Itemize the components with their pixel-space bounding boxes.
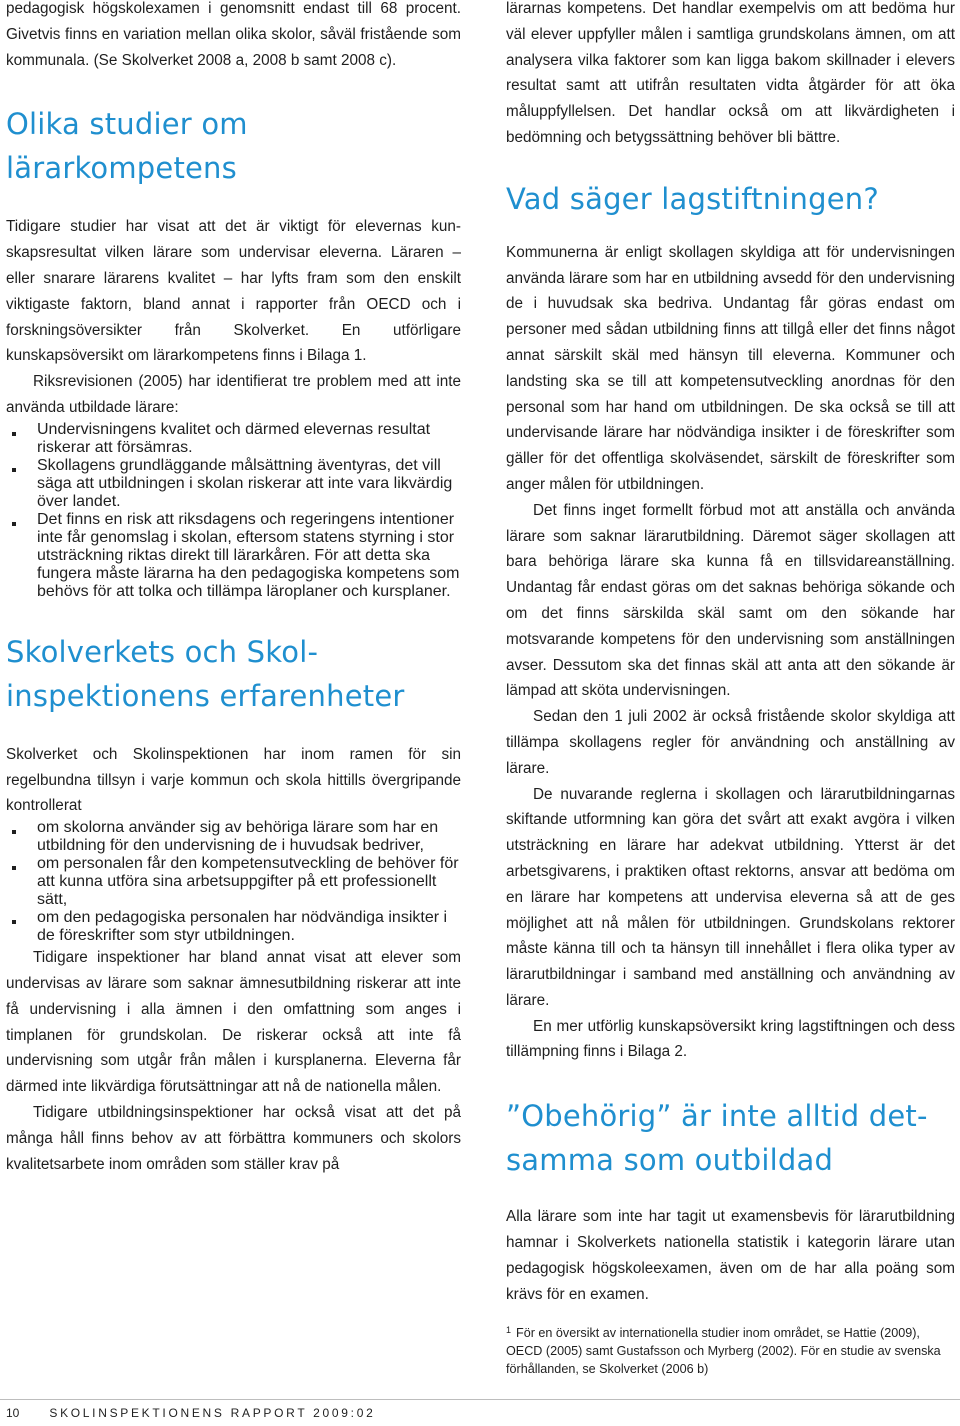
- paragraph-studier: Tidigare studier har visat att det är viktigt för elevernas kunskapsresultat vilken lärare som undervisar eleverna. Läraren – eller snarare lärarens kvalitet – har lyfts fram som den enskilt viktigaste faktorn, bland annat i rapporter från OECD och i forskningsöversikter från Skolverket. En utförligare kunskapsöversikt om lärarkompetens finns i Bilaga 1.: [6, 218, 461, 365]
- problem-list: [6, 421, 461, 601]
- paragraph-skollagen: Kommunerna är enligt skollagen skyldiga att för undervisningen använda lärare som har en utbildning avsedd för den undervisning de i huvudsak ska bedriva. Undantag får göras endast om personer med sådan utbildning finns att tillgå eller det finns något annat särskilt skäl med hänsyn till eleverna. Kommuner och landsting ska se till att kompetensutveckling anordnas för den personal som har hand om utbildningen. De ska också se till att undervisande lärare har nödvändiga insikter i de föreskrifter som gäller för det offentliga skolväsendet, särskilt de föreskrifter som anger målen för utbildningen.: [506, 243, 956, 493]
- paragraph-kompetens: lärarnas kompetens. Det handlar exempelvis om att bedöma hur väl elever uppfyller målen i samtliga grundskolans ämnen, om att analysera vilka faktorer som kan ligga bakom skillnader i elevers resultat samt att utifrån resultaten vidta åtgärder för att öka måluppfyllelsen. Det handlar också om att likvärdigheten i bedömning och betygssättning behöver bli bättre.: [506, 0, 955, 146]
- left-column: [6, 0, 461, 1177]
- intro-paragraph: pedagogisk högskolexamen i genomsnitt endast till 68 procent. Givetvis finns en variation mellan olika skolor, såväl fristående som kommunala. (Se Skolverket 2008 a, 2008 b samt 2008 c).: [6, 0, 461, 69]
- footnote-mark: 1: [506, 1325, 512, 1336]
- paragraph-utbildningsinspektioner: Tidigare utbildningsinspektioner har också visat att det på många håll finns behov av att förbättra kommuners och skolors kvalitetsarbete inom områden som ställer krav på: [6, 1103, 461, 1173]
- footer-divider: [0, 1399, 960, 1400]
- paragraph-reglerna: De nuvarande reglerna i skollagen och lärarutbildningarnas skiftande utformning kan göra det svårt att exakt avgöra i vilken utsträckning en lärare har adekvat utbildning. Ytterst är det arbetsgivarens, i praktiken oftast rektorns, ansvar att bedöma om en lärare har kompetens att undervisa eleverna så att de ges möjlighet att nå målen för utbildningen. Grundskolans rektorer måste känna till och ta hänsyn till innehållet i flera olika typer av lärarutbildningar i samband med anställning och användning av lärare.: [506, 785, 955, 1009]
- kontroll-list: [6, 819, 461, 945]
- list-item: Det finns en risk att riksdagens och regeringens intentioner inte får genomslag i skolan, eftersom statens styrning i stor utsträckning riktas direkt till lärarkåren. För att detta ska fungera måste lärarna ha den pedagogiska kompetens som behövs för att tolka och tillämpa läroplaner och kursplaner.: [6, 511, 461, 601]
- heading-olika-studier: Olika studier om lärarkompetens: [6, 107, 248, 186]
- paragraph-forbud: Det finns inget formellt förbud mot att anställa och använda lärare som saknar lärarutbildning. Däremot säger skollagen att bara behöriga lärare ska kunna få en tillsvidareanställning. Undantag får endast göras om det saknas behöriga sökande och om det finns särskilda skäl samt om den sökande har motsvarande kompetens för den undervisning som anställningen avser. Dessutom ska det finnas skäl att anta att den sökande är lämpad att sköta undervisningen.: [506, 501, 955, 700]
- paragraph-tillsyn: Skolverket och Skolinspektionen har inom ramen för sin regelbundna tillsyn i varje kommun och skola hittills övergripande kontrollerat: [6, 745, 461, 815]
- footnote: [506, 1325, 955, 1378]
- heading-obehorig: ”Obehörig” är inte alltid detsamma som outbildad: [506, 1099, 928, 1178]
- list-item: om skolorna använder sig av behöriga lärare som har en utbildning för den undervisning de i huvudsak bedriver,: [6, 819, 461, 855]
- list-item: om personalen får den kompetensutveckling de behöver för att kunna utföra sina arbetsuppgifter på ett professionellt sätt,: [6, 855, 461, 909]
- list-item: Skollagens grundläggande målsättning äventyras, det vill säga att utbildningen i skolan riskerar att inte vara likvärdig över landet.: [6, 457, 461, 511]
- page-footer: [6, 1406, 375, 1420]
- paragraph-fristaende: Sedan den 1 juli 2002 är också fristående skolor skyldiga att tillämpa skollagens regler för användning och anställning av lärare.: [506, 708, 955, 777]
- paragraph-riksrevisionen: Riksrevisionen (2005) har identifierat tre problem med att inte använda utbildade lärare:: [6, 373, 461, 416]
- publication-title: SKOLINSPEKTIONENS RAPPORT 2009:02: [49, 1406, 376, 1420]
- page-number: 10: [6, 1406, 20, 1420]
- paragraph-inspektioner: Tidigare inspektioner har bland annat visat att elever som undervisas av lärare som saknar ämnesutbildning riskerar att inte få undervisning i alla ämnen i den omfattning som anges i timplanen för grundskolan. De riskerar också att inte få undervisning som utgår från målen i kursplanerna. Eleverna får därmed inte likvärdiga förutsättningar att nå de nationella målen.: [6, 949, 461, 1096]
- list-item: Undervisningens kvalitet och därmed elevernas resultat riskerar att försämras.: [6, 421, 461, 457]
- right-column: [506, 0, 955, 1378]
- heading-lagstiftningen: Vad säger lagstiftningen?: [506, 181, 879, 216]
- heading-skolverkets-erfarenheter: Skolverkets och Skolinspektionens erfarenheter: [6, 634, 405, 713]
- footnote-text: För en översikt av internationella studier inom området, se Hattie (2009), OECD (2005) samt Gustafsson och Myrberg (2002). För en studie av svenska förhållanden, se Skolverket (2006 b): [506, 1326, 941, 1376]
- paragraph-bilaga2: En mer utförlig kunskapsöversikt kring lagstiftningen och dess tillämpning finns i Bilaga 2.: [506, 1017, 955, 1061]
- list-item: om den pedagogiska personalen har nödvändiga insikter i de föreskrifter som styr utbildningen.: [6, 909, 461, 945]
- paragraph-statistik: Alla lärare som inte har tagit ut examensbevis för lärarutbildning hamnar i Skolverkets nationella statistik i kategorin lärare utan pedagogisk högskoleexamen, även om de har alla poäng som krävs för en examen.: [506, 1208, 955, 1303]
